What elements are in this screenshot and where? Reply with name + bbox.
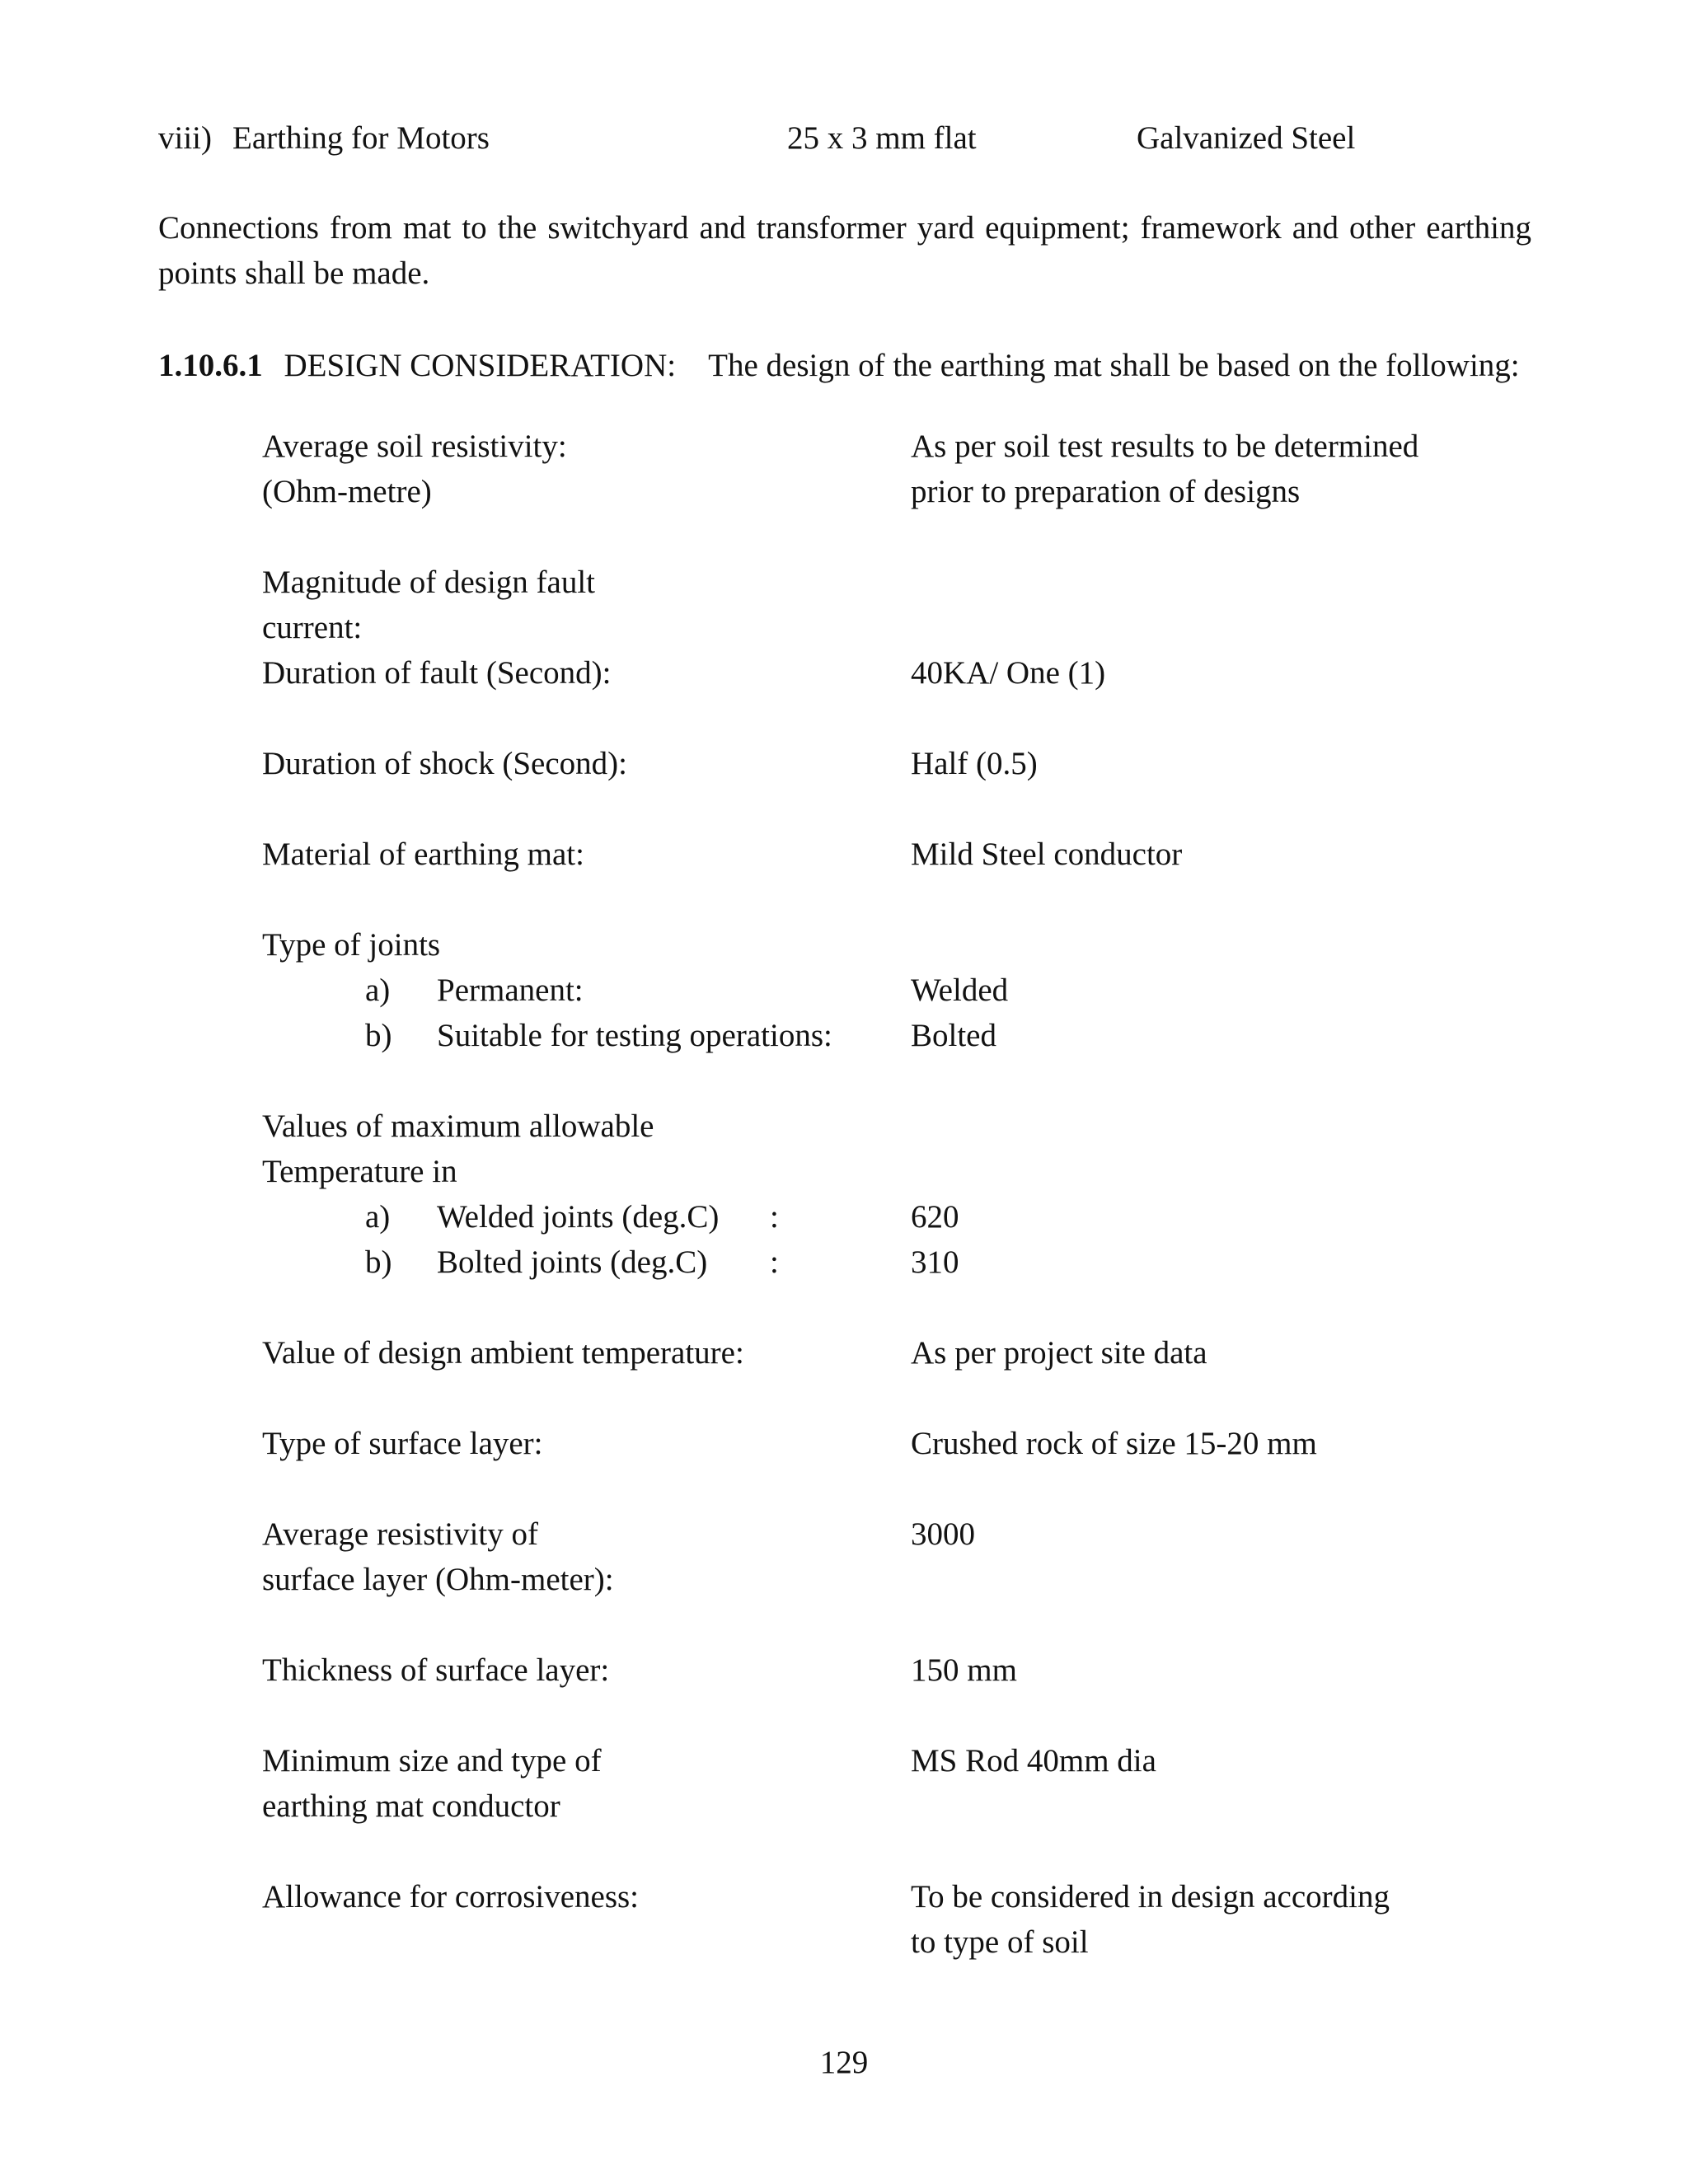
spec-label: Suitable for testing operations: [437, 1018, 832, 1053]
section-heading [158, 343, 1531, 388]
spec-line [0, 968, 1688, 1013]
spec-spacer [0, 1058, 1688, 1104]
spec-line [0, 1194, 1688, 1240]
spec-line [0, 605, 1688, 650]
spec-label: Average soil resistivity: [262, 429, 567, 464]
spec-label: Duration of fault (Second): [262, 655, 612, 691]
item-label: Earthing for Motors [232, 120, 490, 156]
connections-paragraph: Connections from mat to the switchyard and transformer yard equipment; framework and other earthing points shall be made. [158, 210, 1531, 291]
spec-value: Half (0.5) [911, 746, 1038, 781]
spec-line [0, 1104, 1688, 1149]
spec-spacer [0, 1466, 1688, 1511]
spec-label: Values of maximum allowable [262, 1108, 654, 1144]
spec-value: To be considered in design according [911, 1879, 1390, 1915]
spec-label: Value of design ambient temperature: [262, 1335, 744, 1371]
spec-value: to type of soil [911, 1924, 1089, 1960]
earthing-spec-row [0, 115, 1688, 161]
spec-spacer [0, 1285, 1688, 1330]
spec-line [0, 1738, 1688, 1783]
spec-label: Permanent: [437, 972, 584, 1008]
spec-line [0, 922, 1688, 968]
spec-letter: b) [365, 1018, 392, 1053]
spec-label: Duration of shock (Second): [262, 746, 627, 781]
spec-value: Crushed rock of size 15-20 mm [911, 1426, 1317, 1461]
spec-spacer [0, 786, 1688, 832]
spec-value: As per project site data [911, 1335, 1207, 1371]
spec-value: 40KA/ One (1) [911, 655, 1106, 691]
spec-label: (Ohm-metre) [262, 474, 432, 509]
spec-value: Mild Steel conductor [911, 837, 1183, 872]
spec-value: Bolted [911, 1018, 996, 1053]
spec-label: earthing mat conductor [262, 1788, 560, 1824]
spec-label: surface layer (Ohm-meter): [262, 1562, 614, 1597]
spec-label: Thickness of surface layer: [262, 1652, 610, 1688]
spec-label: Welded joints (deg.C) [437, 1199, 720, 1235]
section-number: 1.10.6.1 [158, 348, 263, 383]
spec-value: Welded [911, 972, 1009, 1008]
spec-line [0, 560, 1688, 605]
spec-line [0, 1330, 1688, 1376]
spec-line [0, 832, 1688, 877]
spec-spacer [0, 1602, 1688, 1647]
item-size: 25 x 3 mm flat [787, 120, 977, 156]
spec-label: Allowance for corrosiveness: [262, 1879, 640, 1915]
spec-spacer [0, 1693, 1688, 1738]
spec-label: Type of surface layer: [262, 1426, 543, 1461]
spec-colon: : [770, 1244, 779, 1280]
spec-line [0, 424, 1688, 469]
spec-line [0, 741, 1688, 786]
spec-line [0, 1421, 1688, 1466]
spec-line [0, 1874, 1688, 1919]
spec-line [0, 1557, 1688, 1602]
spec-value: 3000 [911, 1516, 975, 1552]
spec-value: MS Rod 40mm dia [911, 1743, 1156, 1779]
spec-spacer [0, 1376, 1688, 1421]
spec-spacer [0, 696, 1688, 741]
spec-value: 310 [911, 1244, 959, 1280]
spec-line [0, 1919, 1688, 1965]
spec-value: 620 [911, 1199, 959, 1235]
spec-letter: b) [365, 1244, 392, 1280]
spec-letter: a) [365, 972, 391, 1008]
spec-label: Minimum size and type of [262, 1743, 602, 1779]
list-numeral: viii) [158, 120, 212, 156]
spec-letter: a) [365, 1199, 391, 1235]
spec-line [0, 1647, 1688, 1693]
section-heading-text: The design of the earthing mat shall be based on the following: [708, 348, 1520, 383]
section-title: DESIGN CONSIDERATION: [284, 348, 677, 383]
spec-value: prior to preparation of designs [911, 474, 1301, 509]
spec-colon: : [770, 1199, 779, 1235]
design-consideration-table [0, 424, 1688, 1965]
item-material: Galvanized Steel [1137, 120, 1356, 156]
spec-line [0, 469, 1688, 514]
spec-label: Type of joints [262, 927, 441, 963]
spec-label: Average resistivity of [262, 1516, 539, 1552]
spec-spacer [0, 1829, 1688, 1874]
spec-value: 150 mm [911, 1652, 1017, 1688]
spec-label: Magnitude of design fault [262, 565, 595, 600]
spec-spacer [0, 877, 1688, 922]
spec-label: Material of earthing mat: [262, 837, 584, 872]
spec-label: current: [262, 610, 363, 645]
spec-line [0, 1240, 1688, 1285]
spec-label: Bolted joints (deg.C) [437, 1244, 708, 1280]
spec-line [0, 1511, 1688, 1557]
spec-label: Temperature in [262, 1154, 457, 1189]
spec-line [0, 1783, 1688, 1829]
spec-spacer [0, 514, 1688, 560]
spec-line [0, 1149, 1688, 1194]
spec-line [0, 650, 1688, 696]
page-number: 129 [819, 2045, 869, 2080]
spec-line [0, 1013, 1688, 1058]
spec-value: As per soil test results to be determined [911, 429, 1419, 464]
